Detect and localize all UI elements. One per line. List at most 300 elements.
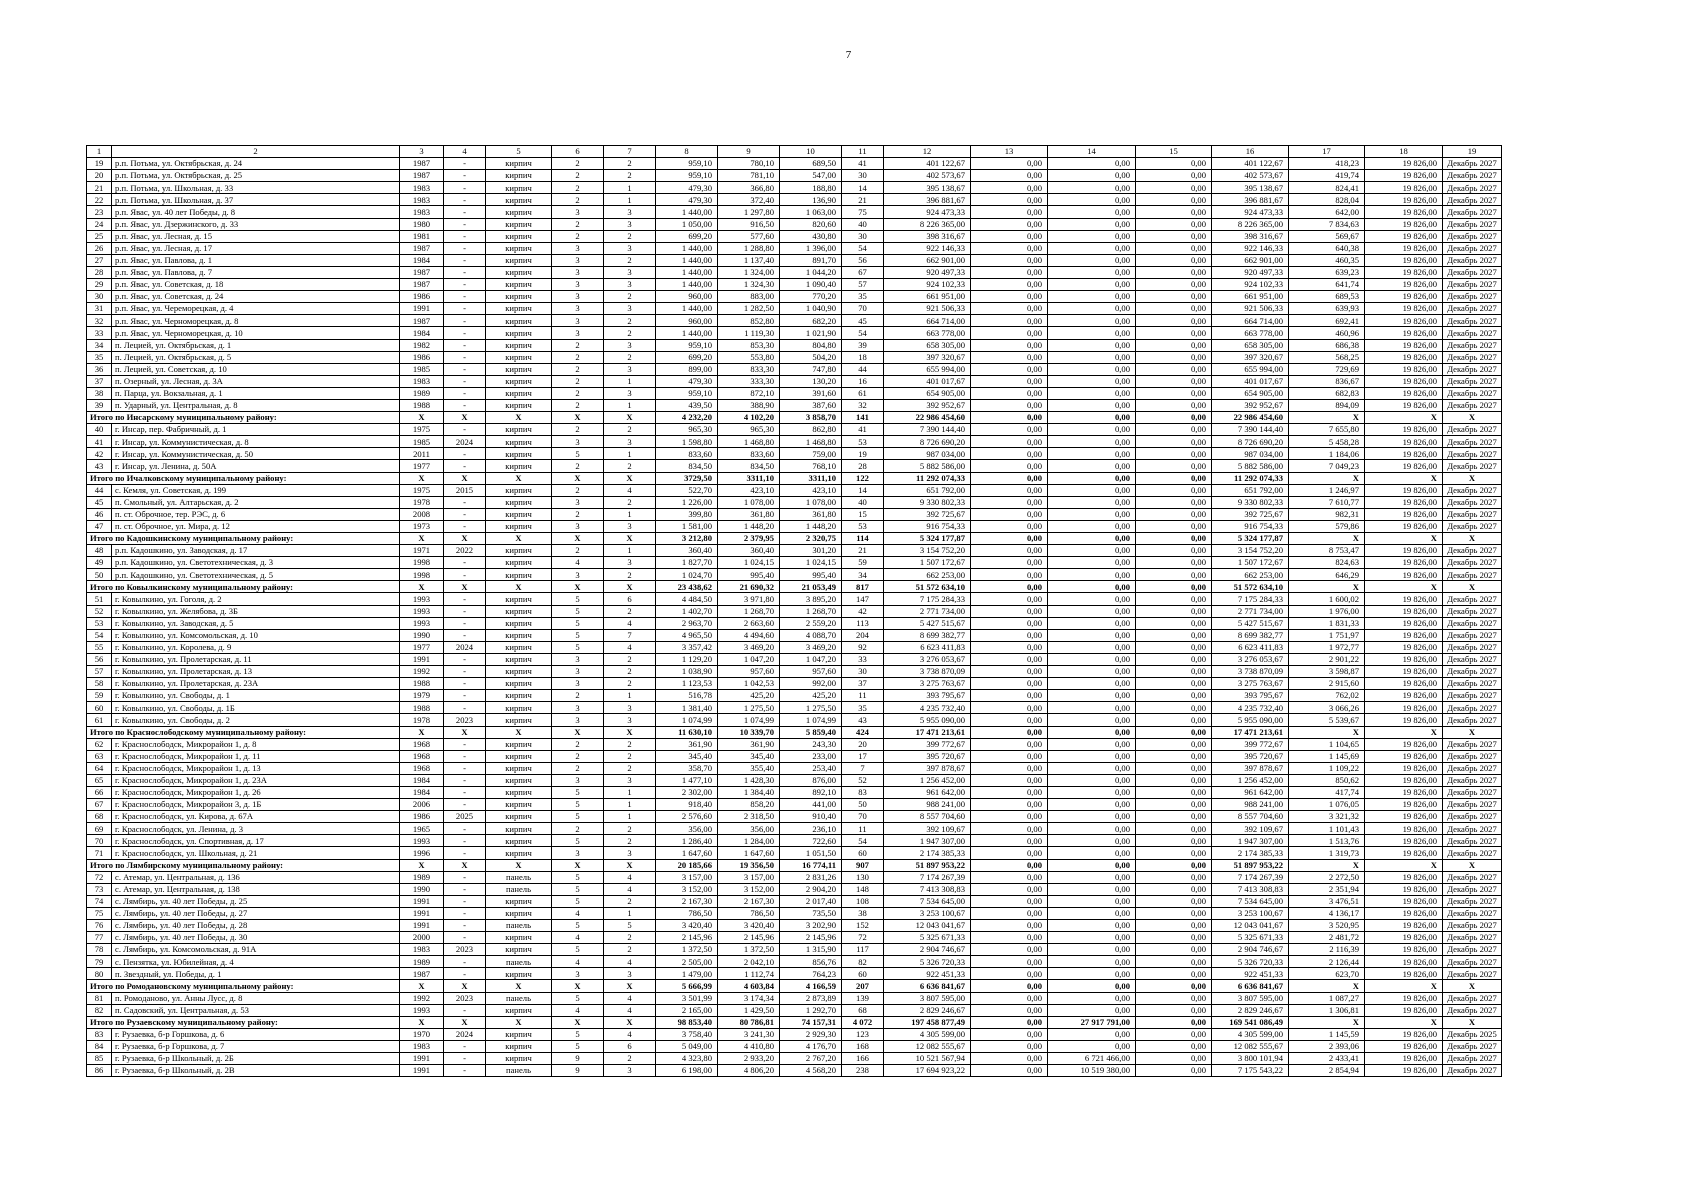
table-cell: 19 826,00 <box>1365 315 1443 327</box>
table-cell: 5 <box>604 920 656 932</box>
table-cell: 2 393,06 <box>1289 1040 1365 1052</box>
table-cell: 1 090,40 <box>780 279 842 291</box>
table-cell: 780,10 <box>718 158 780 170</box>
total-cell: 11 292 074,33 <box>1212 472 1289 484</box>
total-cell: X <box>604 1016 656 1028</box>
table-cell: 2 <box>552 750 604 762</box>
table-cell: - <box>444 303 486 315</box>
table-cell: 392 952,67 <box>884 399 971 411</box>
row-number: 44 <box>87 484 112 496</box>
total-cell: X <box>604 726 656 738</box>
table-cell: кирпич <box>486 182 552 194</box>
table-cell: 0,00 <box>1048 484 1136 496</box>
table-row <box>87 617 1502 629</box>
table-cell: 41 <box>842 424 884 436</box>
table-cell: 19 826,00 <box>1365 170 1443 182</box>
table-cell: - <box>444 448 486 460</box>
table-cell: - <box>444 774 486 786</box>
table-cell: 1 402,70 <box>656 605 718 617</box>
table-cell: 1984 <box>400 786 444 798</box>
address-cell: г. Инсар, пер. Фабричный, д. 1 <box>112 424 400 436</box>
total-label: Итого по Ичалковскому муниципальному району: <box>87 472 400 484</box>
row-number: 61 <box>87 714 112 726</box>
table-cell: 0,00 <box>971 279 1048 291</box>
table-cell: 3 <box>552 496 604 508</box>
table-row <box>87 206 1502 218</box>
table-cell: 2 <box>604 835 656 847</box>
table-cell: кирпич <box>486 508 552 520</box>
table-cell: - <box>444 424 486 436</box>
table-cell: 2 <box>604 291 656 303</box>
table-cell: 345,40 <box>718 750 780 762</box>
table-cell: 1 448,20 <box>718 520 780 532</box>
table-cell: 833,30 <box>718 363 780 375</box>
table-cell: кирпич <box>486 907 552 919</box>
total-cell: 0,00 <box>1136 412 1212 424</box>
table-cell: 3 <box>604 279 656 291</box>
table-cell: 762,02 <box>1289 690 1365 702</box>
table-cell: кирпич <box>486 557 552 569</box>
table-cell: 19 826,00 <box>1365 375 1443 387</box>
table-cell: 0,00 <box>1048 629 1136 641</box>
table-cell: 1984 <box>400 327 444 339</box>
table-cell: 2 901,22 <box>1289 653 1365 665</box>
table-cell: 2 167,30 <box>718 895 780 907</box>
table-cell: 2 <box>604 823 656 835</box>
total-cell: 51 572 634,10 <box>884 581 971 593</box>
address-cell: р.п. Потьма, ул. Октябрьская, д. 24 <box>112 158 400 170</box>
row-number: 53 <box>87 617 112 629</box>
table-cell: 0,00 <box>971 387 1048 399</box>
table-cell: 68 <box>842 1004 884 1016</box>
table-cell: 1987 <box>400 279 444 291</box>
table-cell: 2 559,20 <box>780 617 842 629</box>
table-cell: 6 <box>604 593 656 605</box>
table-cell: 0,00 <box>1136 327 1212 339</box>
table-cell: - <box>444 170 486 182</box>
table-cell: - <box>444 968 486 980</box>
table-cell: 1 284,00 <box>718 835 780 847</box>
table-cell: 1 078,00 <box>780 496 842 508</box>
table-cell: 54 <box>842 327 884 339</box>
table-cell: 423,10 <box>718 484 780 496</box>
table-cell: Декабрь 2027 <box>1443 496 1502 508</box>
table-cell: 0,00 <box>1136 1040 1212 1052</box>
total-cell: 6 636 841,67 <box>1212 980 1289 992</box>
table-cell: 876,00 <box>780 774 842 786</box>
row-number: 68 <box>87 811 112 823</box>
table-cell: Декабрь 2027 <box>1443 992 1502 1004</box>
table-row <box>87 557 1502 569</box>
table-cell: 0,00 <box>1048 883 1136 895</box>
table-cell: 0,00 <box>1048 1004 1136 1016</box>
address-cell: р.п. Явас, ул. Череморецкая, д. 4 <box>112 303 400 315</box>
table-cell: 0,00 <box>1048 375 1136 387</box>
table-cell: Декабрь 2027 <box>1443 545 1502 557</box>
table-cell: 2 174 385,33 <box>884 847 971 859</box>
table-cell: 44 <box>842 363 884 375</box>
total-cell: X <box>400 581 444 593</box>
table-cell: 6 198,00 <box>656 1065 718 1077</box>
table-cell: 2 <box>604 762 656 774</box>
table-cell: кирпич <box>486 545 552 557</box>
total-cell: 4 072 <box>842 1016 884 1028</box>
table-cell: кирпич <box>486 750 552 762</box>
table-cell: 2023 <box>444 944 486 956</box>
table-cell: 1 051,50 <box>780 847 842 859</box>
table-cell: - <box>444 1004 486 1016</box>
table-cell: 916 754,33 <box>884 520 971 532</box>
table-cell: 3 253 100,67 <box>1212 907 1289 919</box>
table-cell: 988 241,00 <box>1212 799 1289 811</box>
table-cell: 2 829 246,67 <box>1212 1004 1289 1016</box>
table-cell: 2 167,30 <box>656 895 718 907</box>
address-cell: р.п. Явас, ул. Дзержинского, д. 33 <box>112 218 400 230</box>
table-cell: 1 145,59 <box>1289 1028 1365 1040</box>
table-cell: 19 826,00 <box>1365 436 1443 448</box>
row-number: 29 <box>87 279 112 291</box>
table-cell: 7 534 645,00 <box>1212 895 1289 907</box>
table-cell: 233,00 <box>780 750 842 762</box>
address-cell: г. Краснослободск, ул. Ленина, д. 3 <box>112 823 400 835</box>
total-cell: 3729,50 <box>656 472 718 484</box>
table-cell: 3 598,87 <box>1289 666 1365 678</box>
table-cell: 722,60 <box>780 835 842 847</box>
table-cell: Декабрь 2027 <box>1443 920 1502 932</box>
table-cell: - <box>444 291 486 303</box>
table-cell: 361,80 <box>780 508 842 520</box>
table-cell: 15 <box>842 508 884 520</box>
table-cell: 30 <box>842 230 884 242</box>
address-cell: г. Ковылкино, ул. Пролетарская, д. 11 <box>112 653 400 665</box>
table-cell: 747,80 <box>780 363 842 375</box>
column-number: 4 <box>444 146 486 158</box>
table-cell: 921 506,33 <box>1212 303 1289 315</box>
table-cell: 3 174,34 <box>718 992 780 1004</box>
table-cell: Декабрь 2027 <box>1443 690 1502 702</box>
row-number: 79 <box>87 956 112 968</box>
table-cell: 3 275 763,67 <box>884 678 971 690</box>
table-cell: 5 326 720,33 <box>884 956 971 968</box>
table-cell: 397 320,67 <box>884 351 971 363</box>
table-cell: - <box>444 738 486 750</box>
table-cell: 1991 <box>400 303 444 315</box>
table-cell: 3 <box>604 436 656 448</box>
row-number: 54 <box>87 629 112 641</box>
table-cell: 662 901,00 <box>884 254 971 266</box>
table-cell: 19 826,00 <box>1365 702 1443 714</box>
table-cell: 0,00 <box>1048 158 1136 170</box>
table-cell: 7 049,23 <box>1289 460 1365 472</box>
table-cell: 360,40 <box>718 545 780 557</box>
table-cell: 3 <box>604 303 656 315</box>
table-cell: 3 <box>604 218 656 230</box>
table-cell: 0,00 <box>971 762 1048 774</box>
table-cell: 1988 <box>400 702 444 714</box>
table-cell: 1986 <box>400 351 444 363</box>
table-cell: 1 074,99 <box>780 714 842 726</box>
table-cell: 0,00 <box>1136 424 1212 436</box>
table-cell: 0,00 <box>1048 315 1136 327</box>
table-cell: 1 372,50 <box>656 944 718 956</box>
address-cell: г. Ковылкино, ул. Свободы, д. 2 <box>112 714 400 726</box>
table-cell: 5 <box>552 786 604 798</box>
table-cell: 2 <box>552 194 604 206</box>
table-cell: 19 826,00 <box>1365 194 1443 206</box>
table-cell: 5 <box>552 593 604 605</box>
total-cell: X <box>1365 412 1443 424</box>
table-cell: 0,00 <box>1048 920 1136 932</box>
table-cell: 3 <box>604 266 656 278</box>
table-cell: 3 <box>604 363 656 375</box>
column-number: 10 <box>780 146 842 158</box>
row-number: 21 <box>87 182 112 194</box>
table-cell: 28 <box>842 460 884 472</box>
table-cell: 12 082 555,67 <box>884 1040 971 1052</box>
table-cell: Декабрь 2027 <box>1443 254 1502 266</box>
total-cell: 907 <box>842 859 884 871</box>
table-cell: 1 024,70 <box>656 569 718 581</box>
address-cell: п. Звездный, ул. Победы, д. 1 <box>112 968 400 980</box>
table-cell: 0,00 <box>971 1053 1048 1065</box>
table-cell: 395 138,67 <box>884 182 971 194</box>
table-cell: 1987 <box>400 170 444 182</box>
table-cell: - <box>444 399 486 411</box>
table-cell: 0,00 <box>971 992 1048 1004</box>
table-cell: 664 714,00 <box>884 315 971 327</box>
table-cell: 4 568,20 <box>780 1065 842 1077</box>
housing-register-table <box>86 145 1502 1077</box>
address-cell: п. Лецией, ул. Октябрьская, д. 1 <box>112 339 400 351</box>
row-number: 35 <box>87 351 112 363</box>
table-cell: 0,00 <box>971 629 1048 641</box>
table-cell: - <box>444 1065 486 1077</box>
table-cell: 32 <box>842 399 884 411</box>
table-cell: 0,00 <box>1048 847 1136 859</box>
table-cell: Декабрь 2027 <box>1443 629 1502 641</box>
total-cell: 19 356,50 <box>718 859 780 871</box>
total-cell: X <box>1289 412 1365 424</box>
table-cell: 2 <box>604 569 656 581</box>
address-cell: р.п. Потьма, ул. Октябрьская, д. 25 <box>112 170 400 182</box>
table-cell: 1983 <box>400 1040 444 1052</box>
table-row <box>87 315 1502 327</box>
row-number: 49 <box>87 557 112 569</box>
table-cell: 0,00 <box>971 545 1048 557</box>
table-cell: 19 826,00 <box>1365 823 1443 835</box>
table-cell: кирпич <box>486 678 552 690</box>
table-cell: 3 <box>552 327 604 339</box>
table-cell: 2 <box>604 170 656 182</box>
table-cell: 651 792,00 <box>884 484 971 496</box>
table-cell: - <box>444 242 486 254</box>
table-cell: 0,00 <box>1136 871 1212 883</box>
table-cell: 0,00 <box>971 158 1048 170</box>
table-row <box>87 641 1502 653</box>
table-cell: 7 834,63 <box>1289 218 1365 230</box>
table-row <box>87 424 1502 436</box>
table-cell: Декабрь 2027 <box>1443 907 1502 919</box>
table-cell: 2 576,60 <box>656 811 718 823</box>
table-cell: кирпич <box>486 690 552 702</box>
table-cell: 2 <box>604 944 656 956</box>
table-cell: 961 642,00 <box>1212 786 1289 798</box>
table-cell: 0,00 <box>971 907 1048 919</box>
table-cell: 3 469,20 <box>718 641 780 653</box>
table-cell: 2 <box>604 895 656 907</box>
table-cell: 4 484,50 <box>656 593 718 605</box>
table-cell: 658 305,00 <box>1212 339 1289 351</box>
row-number: 62 <box>87 738 112 750</box>
table-cell: - <box>444 702 486 714</box>
table-cell: 0,00 <box>971 847 1048 859</box>
table-cell: 0,00 <box>1048 811 1136 823</box>
total-cell: X <box>1289 472 1365 484</box>
table-row <box>87 279 1502 291</box>
table-cell: 0,00 <box>971 424 1048 436</box>
table-cell: 3 276 053,67 <box>884 653 971 665</box>
table-cell: Декабрь 2027 <box>1443 327 1502 339</box>
table-cell: Декабрь 2027 <box>1443 799 1502 811</box>
table-cell: 689,50 <box>780 158 842 170</box>
total-cell: X <box>444 980 486 992</box>
table-cell: 995,40 <box>718 569 780 581</box>
table-cell: 19 826,00 <box>1365 460 1443 472</box>
table-cell: 3 420,40 <box>718 920 780 932</box>
table-row <box>87 714 1502 726</box>
table-cell: 1987 <box>400 266 444 278</box>
table-cell: кирпич <box>486 363 552 375</box>
table-cell: 19 826,00 <box>1365 508 1443 520</box>
table-cell: 1 256 452,00 <box>884 774 971 786</box>
table-cell: 2023 <box>444 714 486 726</box>
total-cell: 11 292 074,33 <box>884 472 971 484</box>
table-cell: 957,60 <box>718 666 780 678</box>
table-cell: 5 955 090,00 <box>884 714 971 726</box>
table-cell: 11 <box>842 823 884 835</box>
total-cell: 4 603,84 <box>718 980 780 992</box>
table-cell: 3 <box>552 666 604 678</box>
table-cell: 2 <box>604 327 656 339</box>
table-cell: 0,00 <box>971 1004 1048 1016</box>
table-cell: 0,00 <box>1136 460 1212 472</box>
table-cell: 0,00 <box>1048 786 1136 798</box>
table-cell: 3 <box>604 557 656 569</box>
row-number: 43 <box>87 460 112 472</box>
column-number: 3 <box>400 146 444 158</box>
table-cell: 1971 <box>400 545 444 557</box>
table-cell: 3 066,26 <box>1289 702 1365 714</box>
table-cell: 0,00 <box>971 569 1048 581</box>
table-cell: 5 325 671,33 <box>884 932 971 944</box>
table-cell: 5 <box>552 992 604 1004</box>
table-cell: 2 933,20 <box>718 1053 780 1065</box>
table-cell: 21 <box>842 545 884 557</box>
table-cell: кирпич <box>486 944 552 956</box>
table-cell: 4 <box>604 871 656 883</box>
total-cell: 51 897 953,22 <box>884 859 971 871</box>
district-total-row <box>87 533 1502 545</box>
table-cell: 1 <box>604 375 656 387</box>
table-cell: 3 275 763,67 <box>1212 678 1289 690</box>
row-number: 69 <box>87 823 112 835</box>
table-cell: 1 <box>604 448 656 460</box>
table-cell: 892,10 <box>780 786 842 798</box>
table-cell: 19 826,00 <box>1365 1040 1443 1052</box>
table-cell: 0,00 <box>1048 363 1136 375</box>
row-number: 86 <box>87 1065 112 1077</box>
row-number: 56 <box>87 653 112 665</box>
table-cell: 0,00 <box>1048 992 1136 1004</box>
table-cell: Декабрь 2027 <box>1443 339 1502 351</box>
table-cell: Декабрь 2027 <box>1443 641 1502 653</box>
table-cell: 2015 <box>444 484 486 496</box>
table-cell: Декабрь 2027 <box>1443 956 1502 968</box>
table-cell: 0,00 <box>1048 569 1136 581</box>
table-cell: 20 <box>842 738 884 750</box>
table-cell: 1991 <box>400 907 444 919</box>
address-cell: р.п. Кадошкино, ул. Заводская, д. 17 <box>112 545 400 557</box>
table-cell: Декабрь 2027 <box>1443 242 1502 254</box>
table-cell: кирпич <box>486 762 552 774</box>
table-cell: - <box>444 907 486 919</box>
table-cell: 19 826,00 <box>1365 762 1443 774</box>
table-cell: 3 157,00 <box>718 871 780 883</box>
table-cell: 7 390 144,40 <box>884 424 971 436</box>
table-cell: 0,00 <box>1136 363 1212 375</box>
table-cell: 397 320,67 <box>1212 351 1289 363</box>
column-number: 16 <box>1212 146 1289 158</box>
table-cell: 123 <box>842 1028 884 1040</box>
table-cell: 1993 <box>400 617 444 629</box>
table-cell: 1 751,97 <box>1289 629 1365 641</box>
table-cell: 4 <box>552 1004 604 1016</box>
table-cell: 0,00 <box>971 714 1048 726</box>
table-cell: 0,00 <box>1136 194 1212 206</box>
table-cell: кирпич <box>486 1040 552 1052</box>
table-cell: 1 <box>604 508 656 520</box>
table-cell: 1998 <box>400 557 444 569</box>
table-cell: 9 330 802,33 <box>1212 496 1289 508</box>
table-cell: 5 <box>552 883 604 895</box>
table-cell: 0,00 <box>1136 895 1212 907</box>
total-cell: X <box>1289 726 1365 738</box>
table-cell: 5 882 586,00 <box>1212 460 1289 472</box>
table-cell: панель <box>486 920 552 932</box>
row-number: 30 <box>87 291 112 303</box>
table-cell: 19 826,00 <box>1365 799 1443 811</box>
table-cell: Декабрь 2027 <box>1443 932 1502 944</box>
district-total-row <box>87 859 1502 871</box>
table-cell: 19 826,00 <box>1365 182 1443 194</box>
table-cell: 0,00 <box>1136 617 1212 629</box>
table-cell: 2 <box>552 762 604 774</box>
table-cell: 1 <box>604 545 656 557</box>
table-row <box>87 593 1502 605</box>
table-cell: - <box>444 363 486 375</box>
table-cell: 1992 <box>400 666 444 678</box>
table-cell: 19 826,00 <box>1365 387 1443 399</box>
row-number: 34 <box>87 339 112 351</box>
table-cell: 19 826,00 <box>1365 666 1443 678</box>
table-cell: 56 <box>842 254 884 266</box>
table-cell: 0,00 <box>1136 170 1212 182</box>
row-number: 52 <box>87 605 112 617</box>
row-number: 26 <box>87 242 112 254</box>
table-cell: 0,00 <box>1048 460 1136 472</box>
table-cell: - <box>444 557 486 569</box>
table-cell: 0,00 <box>1136 593 1212 605</box>
